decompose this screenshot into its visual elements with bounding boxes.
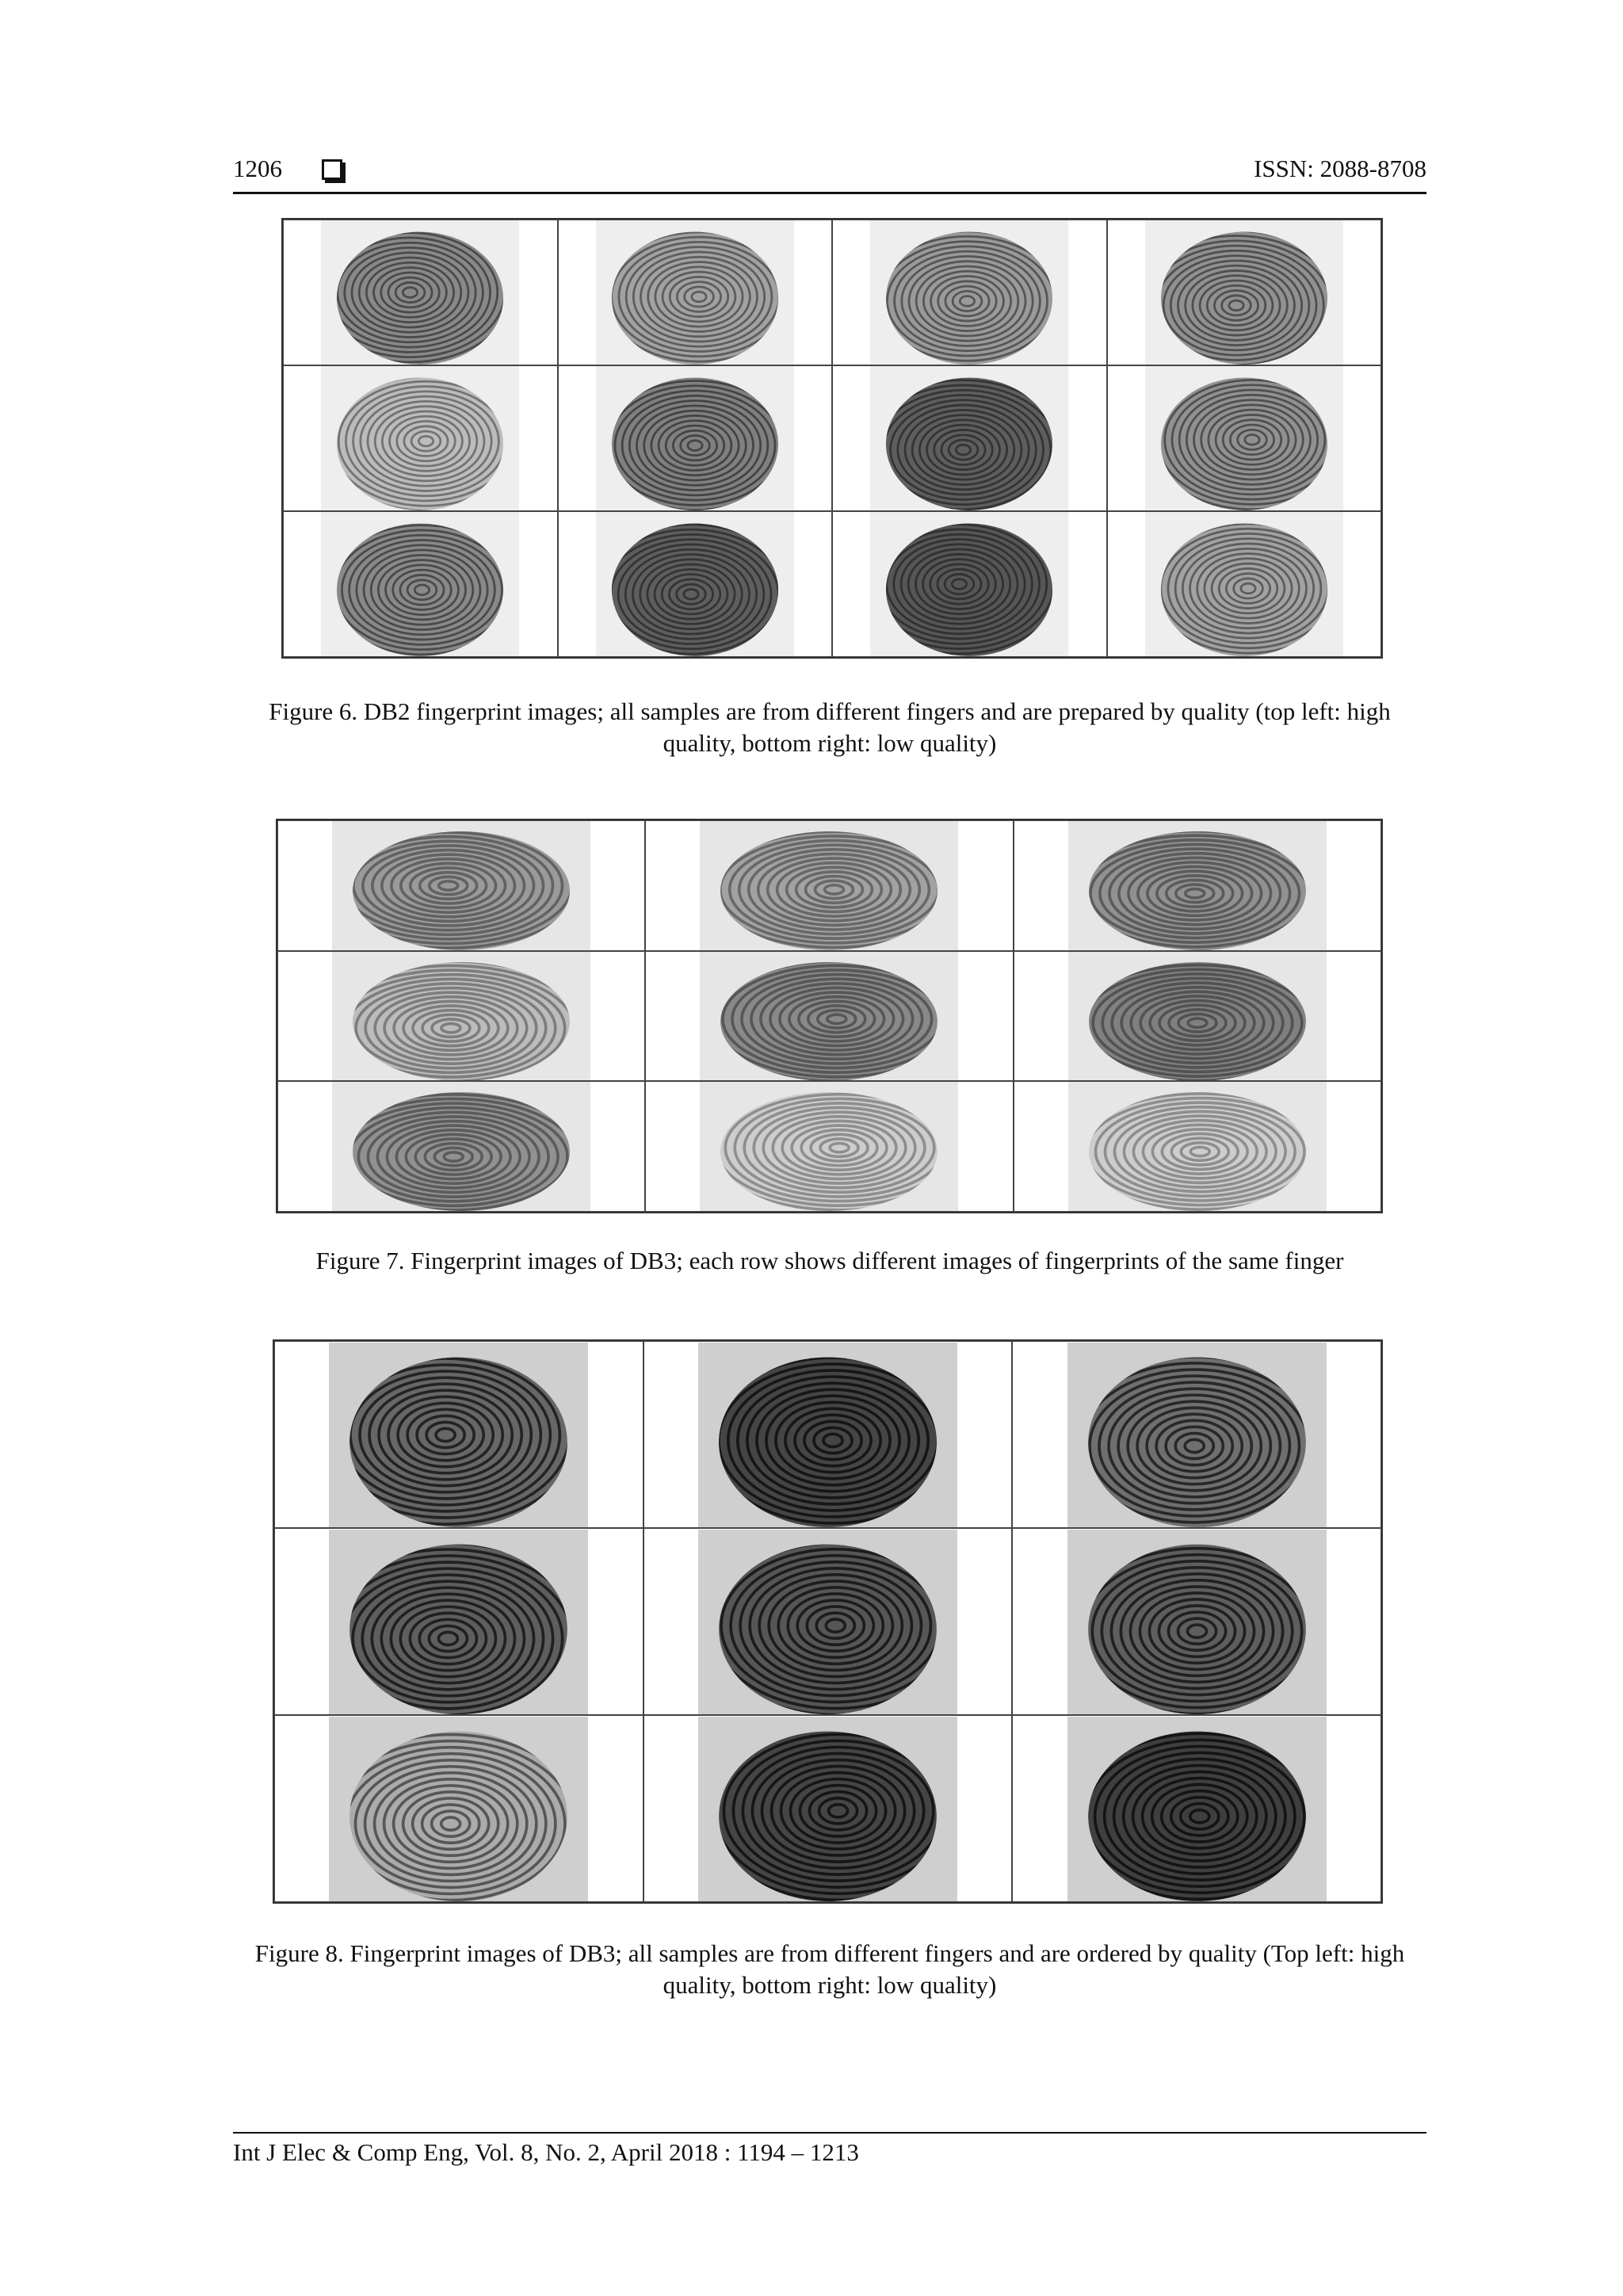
fingerprint-image: [596, 366, 794, 510]
fingerprint-cell: [277, 820, 645, 951]
fingerprint-image: [321, 220, 519, 365]
figure-6-caption: Figure 6. DB2 fingerprint images; all samples are from different fingers and are prepared by quality (top left: high quality, bottom right: low quality): [269, 697, 1391, 757]
fingerprint-cell: [832, 365, 1107, 511]
fingerprint-cell: [643, 1341, 1013, 1528]
fingerprint-image: [329, 1343, 588, 1527]
fingerprint-image: [332, 1082, 590, 1211]
fingerprint-cell: [1107, 220, 1382, 365]
fingerprint-image: [698, 1530, 957, 1714]
fingerprint-image: [870, 366, 1068, 510]
fingerprint-cell: [283, 220, 558, 365]
figure-7-image-grid: [276, 819, 1383, 1213]
fingerprint-cell: [274, 1341, 643, 1528]
figure-6-image-grid: [281, 218, 1383, 659]
fingerprint-image: [700, 1082, 958, 1211]
fingerprint-cell: [1107, 365, 1382, 511]
running-header: [233, 155, 1426, 194]
issn-label: ISSN: 2088-8708: [1254, 155, 1426, 182]
fingerprint-image: [1145, 512, 1343, 656]
fingerprint-cell: [283, 511, 558, 657]
fingerprint-image: [1145, 366, 1343, 510]
square-bullet-icon: [322, 159, 342, 180]
fingerprint-image: [870, 220, 1068, 365]
fingerprint-cell: [832, 511, 1107, 657]
fingerprint-image: [321, 366, 519, 510]
fingerprint-cell: [1107, 511, 1382, 657]
fingerprint-image: [1067, 1717, 1327, 1901]
fingerprint-cell: [558, 220, 833, 365]
fingerprint-image: [1068, 1082, 1327, 1211]
footer-citation: Int J Elec & Comp Eng, Vol. 8, No. 2, April 2018 : 1194 – 1213: [233, 2138, 859, 2166]
fingerprint-image: [321, 512, 519, 656]
fingerprint-image: [700, 821, 958, 950]
figure-8-caption: Figure 8. Fingerprint images of DB3; all samples are from different fingers and are ordered by quality (Top left: high quality, bottom right: low quality): [254, 1939, 1405, 1999]
fingerprint-cell: [283, 365, 558, 511]
fingerprint-image: [596, 220, 794, 365]
fingerprint-image: [698, 1717, 957, 1901]
fingerprint-image: [332, 821, 590, 950]
fingerprint-cell: [558, 365, 833, 511]
page-number: 1206: [233, 155, 282, 182]
fingerprint-cell: [1012, 1528, 1381, 1715]
fingerprint-cell: [277, 1081, 645, 1212]
fingerprint-cell: [274, 1715, 643, 1902]
fingerprint-cell: [1012, 1715, 1381, 1902]
fingerprint-image: [1067, 1530, 1327, 1714]
fingerprint-cell: [1012, 1341, 1381, 1528]
fingerprint-image: [1145, 220, 1343, 365]
fingerprint-image: [870, 512, 1068, 656]
fingerprint-cell: [645, 951, 1013, 1082]
fingerprint-image: [1068, 952, 1327, 1081]
fingerprint-cell: [558, 511, 833, 657]
fingerprint-image: [1067, 1343, 1327, 1527]
fingerprint-cell: [643, 1715, 1013, 1902]
fingerprint-cell: [645, 820, 1013, 951]
fingerprint-cell: [1014, 1081, 1381, 1212]
fingerprint-cell: [1014, 951, 1381, 1082]
fingerprint-cell: [832, 220, 1107, 365]
fingerprint-image: [1068, 821, 1327, 950]
fingerprint-image: [329, 1717, 588, 1901]
header-rule: [233, 192, 1426, 194]
fingerprint-image: [332, 952, 590, 1081]
figure-8-image-grid: [273, 1339, 1383, 1904]
fingerprint-cell: [643, 1528, 1013, 1715]
fingerprint-cell: [274, 1528, 643, 1715]
figure-7-caption: Figure 7. Fingerprint images of DB3; each row shows different images of fingerprints of the same finger: [315, 1247, 1344, 1274]
fingerprint-image: [698, 1343, 957, 1527]
fingerprint-cell: [645, 1081, 1013, 1212]
fingerprint-image: [329, 1530, 588, 1714]
fingerprint-image: [596, 512, 794, 656]
footer-rule: [233, 2132, 1426, 2134]
fingerprint-cell: [277, 951, 645, 1082]
fingerprint-image: [700, 952, 958, 1081]
fingerprint-cell: [1014, 820, 1381, 951]
